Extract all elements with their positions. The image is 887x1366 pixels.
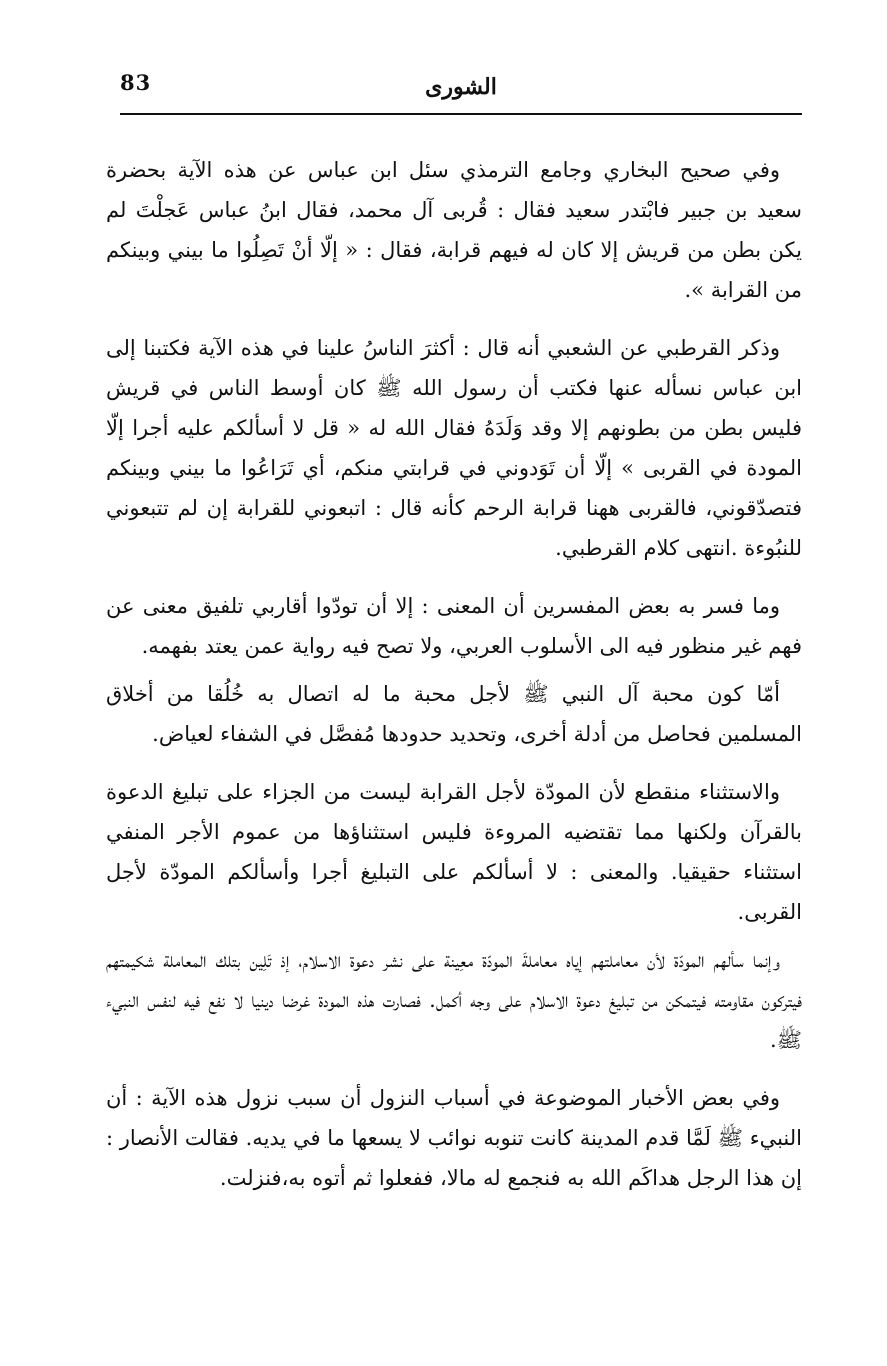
paragraph: وذكر القرطبي عن الشعبي أنه قال : أكثرَ الناسُ علينا في هذه الآية فكتبنا إلى ابن عباس نسأله عنها فكتب أن رسول الله ﷺ كان أوسط الناس في قريش فليس بطن من بطونهم إلا وقد وَلَدَهُ فقال الله له « قل لا أسألكم عليه أجرا إلّا المودة في القربى » إلّا أن تَوَدوني في قرابتي منكم، أي تَرَاعُوا ما بيني وبينكم فتصدّقوني، فالقربى ههنا قرابة الرحم كأنه قال : اتبعوني للقرابة إن لم تتبعوني للنبُوءة .انتهى كلام القرطبي. (106, 336, 802, 560)
page-header (120, 64, 802, 104)
paragraph: وما فسر به بعض المفسرين أن المعنى : إلا أن تودّوا أقاربي تلفيق معنى عن فهم غير منظور فيه الى الأسلوب العربي، ولا تصح فيه رواية عمن يعتد بفهمه. (106, 594, 802, 658)
paragraph: أمّا كون محبة آل النبي ﷺ لأجل محبة ما له اتصال به خُلُقا من أخلاق المسلمين فحاصل من أدلة أخرى، وتحديد حدودها مُفصَّل في الشفاء لعياض. (106, 682, 802, 746)
paragraph: وفي بعض الأخبار الموضوعة في أسباب النزول أن سبب نزول هذه الآية : أن النبيء ﷺ لَمَّا قدم المدينة كانت تنوبه نوائب لا يسعها ما في يديه. فقالت الأنصار : إن هذا الرجل هداكَم الله به فنجمع له مالا، ففعلوا ثم أتوه به،فنزلت. (106, 1086, 802, 1190)
header-rule (120, 113, 802, 115)
paragraph: والاستثناء منقطع لأن المودّة لأجل القرابة ليست من الجزاء على تبليغ الدعوة بالقرآن ولكنها مما تقتضيه المروءة فليس استثناؤها من عموم الأجر المنفي استثناء حقيقيا. والمعنى : لا أسألكم على التبليغ أجرا وأسألكم المودّة لأجل القربى. (106, 780, 802, 924)
page-body (106, 150, 802, 1198)
page-number: 83 (120, 70, 152, 95)
paragraph: وإنما سألهم المودّة لأن معاملتهم إياه معاملةَ المودّة معِينة على نشر دعوة الاسلام، إذ تَلِين بتلك المعاملة شكيمتهم فيتركون مقاومته فيتمكن من تبليغ دعوة الاسلام على وجه أكمل. فصارت هذه المودة غرضا دينيا لا نفع فيه لنفس النبيء ﷺ. (106, 948, 802, 1052)
surah-title: الشورى (425, 74, 497, 100)
paragraph: وفي صحيح البخاري وجامع الترمذي سئل ابن عباس عن هذه الآية بحضرة سعيد بن جبير فابْتدر سعيد فقال : قُربى آل محمد، فقال ابنُ عباس عَجلْتَ لم يكن بطن من قريش إلا كان له فيهم قرابة، فقال : « إلّا أنْ تَصِلُوا ما بيني وبينكم من القرابة ». (106, 158, 802, 302)
